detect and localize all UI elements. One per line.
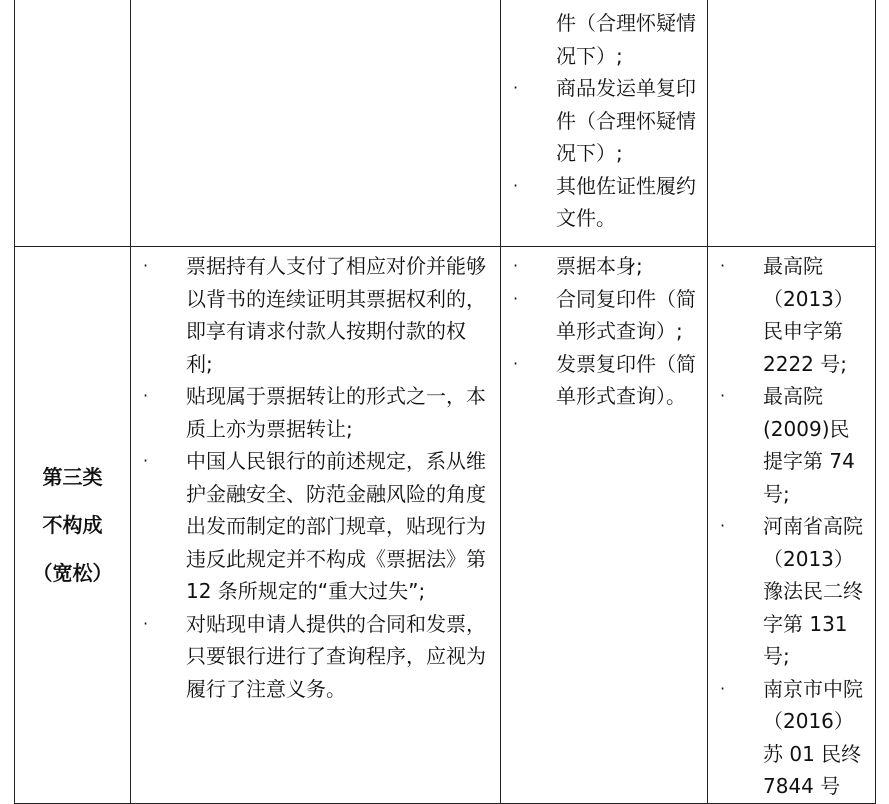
list-item <box>708 510 875 673</box>
reason-text: 贴现属于票据转让的形式之一，本质上亦为票据转让; <box>186 384 486 441</box>
category-subtitle: 不构成 <box>42 512 103 537</box>
documents-list <box>501 250 707 413</box>
documents-list <box>501 7 707 235</box>
list-item <box>131 380 500 445</box>
bullet-icon: · <box>720 386 726 405</box>
list-item <box>708 380 875 510</box>
bullet-icon: · <box>513 78 519 97</box>
bullet-icon: · <box>513 288 519 308</box>
list-item <box>501 170 707 235</box>
list-item <box>131 608 500 706</box>
bullet-icon: · <box>143 256 149 275</box>
bullet-icon: · <box>143 613 149 633</box>
document-item-text: 其他佐证性履约文件。 <box>556 173 696 230</box>
bullet-icon: · <box>720 678 726 698</box>
list-item <box>501 348 707 413</box>
reason-text: 中国人民银行的前述规定，系从维护金融安全、防范金融风险的角度出发而制定的部门规章，贴现行为违反此规定并不构成《票据法》第 12 条所规定的“重大过失”; <box>186 449 486 603</box>
cases-cell <box>708 247 876 804</box>
bullet-icon: · <box>513 256 519 275</box>
category-cell-empty <box>15 0 131 247</box>
case-citation: 最高院（2013）民申字第 2222 号; <box>763 254 854 376</box>
documents-cell-continued <box>501 0 708 247</box>
list-item <box>708 250 875 380</box>
cases-list <box>708 250 875 803</box>
bullet-icon: · <box>513 353 519 373</box>
list-item <box>501 250 707 283</box>
bullet-icon: · <box>513 175 519 195</box>
cases-cell-empty <box>708 0 876 247</box>
table-row <box>15 247 876 804</box>
reason-text: 票据持有人支付了相应对价并能够以背书的连续证明其票据权利的，即享有请求付款人按期付款的权利; <box>186 254 486 376</box>
bullet-icon: · <box>143 386 149 405</box>
document-item-text: 件（合理怀疑情况下）; <box>556 11 696 68</box>
reasons-cell <box>131 247 501 804</box>
list-item <box>131 250 500 380</box>
category-note: （宽松） <box>32 560 113 585</box>
category-title: 第三类 <box>42 464 103 489</box>
bullet-icon: · <box>720 256 726 275</box>
document-item-text: 商品发运单复印件（合理怀疑情况下）; <box>556 76 696 165</box>
list-item <box>501 7 707 72</box>
case-citation: 河南省高院（2013）豫法民二终字第 131 号; <box>763 514 863 668</box>
document-item-text: 合同复印件（简单形式查询）; <box>556 286 696 343</box>
list-item <box>708 673 875 803</box>
list-item <box>501 283 707 348</box>
list-item <box>501 72 707 170</box>
bullet-icon: · <box>143 451 149 470</box>
comparison-table <box>14 0 876 804</box>
table-row <box>15 0 876 247</box>
bullet-icon: · <box>720 516 726 535</box>
document-item-text: 票据本身; <box>556 254 643 278</box>
reasons-list <box>131 250 500 705</box>
documents-cell <box>501 247 708 804</box>
list-item <box>131 445 500 608</box>
reason-text: 对贴现申请人提供的合同和发票，只要银行进行了查询程序，应视为履行了注意义务。 <box>186 611 486 701</box>
case-citation: 南京市中院（2016）苏 01 民终 7844 号 <box>763 676 863 798</box>
reasons-cell-empty <box>131 0 501 247</box>
document-item-text: 发票复印件（简单形式查询）。 <box>556 351 696 408</box>
category-cell <box>15 247 131 804</box>
case-citation: 最高院(2009)民提字第 74 号; <box>763 384 855 506</box>
